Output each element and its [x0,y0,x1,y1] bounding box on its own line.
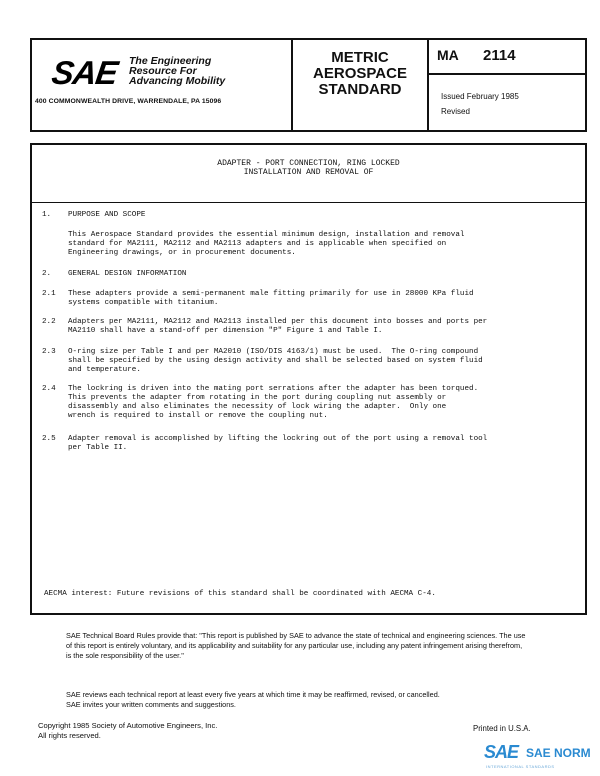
subsection-body: The lockring is driven into the mating port serrations after the adapter has been torqued. This prevents the adapter from rotating in the port during coupling nut assembly or disassembly and also eliminates the necessity of lock wiring the adapter. Only one wrench is required to install or remove the coupling nut. [68,385,479,420]
aecma-note: AECMA interest: Future revisions of this standard shall be coordinated with AECMA C-4. [44,590,436,598]
standard-type [293,50,427,98]
document-header [30,38,587,132]
subsection-body: These adapters provide a semi-permanent male fitting primarily for use in 28000 KPa fluid systems compatible with titanium. [68,290,474,307]
standard-type-line: STANDARD [318,81,402,98]
standard-type-line: AEROSPACE [313,65,407,82]
subsection-number: 2.2 [42,318,56,326]
section-heading: PURPOSE AND SCOPE [68,211,146,219]
copyright [38,721,217,741]
standard-type-line: METRIC [331,49,389,66]
sae-logo: SAE [49,54,120,91]
watermark [484,742,596,772]
document-id-block [427,40,585,130]
subsection-body: Adapter removal is accomplished by lifting the lockring out of the port using a removal tool per Table II. [68,435,488,452]
subsection-body: Adapters per MA2111, MA2112 and MA2113 installed per this document into bosses and ports per MA2110 shall have a stand-off per dimension "P" Figure 1 and Table I. [68,318,488,335]
tagline-line: Advancing Mobility [129,75,226,87]
subsection-body: O-ring size per Table I and per MA2010 (ISO/DIS 4163/1) must be used. The O-ring compound shall be specified by the using design activity and shall be selected based on system fluid and temperature. [68,348,483,374]
watermark-brand: SAE [484,742,519,762]
publisher-block [32,40,289,130]
revised-label: Revised [441,107,470,116]
subsection-number: 2.5 [42,435,56,443]
publisher-tagline [129,56,225,86]
publisher-address: 400 COMMONWEALTH DRIVE, WARRENDALE, PA 15096 [35,98,222,105]
doc-prefix: MA [437,47,459,63]
doc-number: 2114 [483,47,516,64]
document-body [30,143,587,615]
section-number: 1. [42,211,52,219]
subsection-number: 2.3 [42,348,56,356]
issued-date: Issued February 1985 [441,92,519,101]
tagline-line: Resource For [129,65,197,77]
copyright-line: Copyright 1985 Society of Automotive Engineers, Inc. [38,721,218,730]
title-line-2: INSTALLATION AND REMOVAL OF [243,168,374,177]
section-body: This Aerospace Standard provides the essential minimum design, installation and removal standard for MA2111, MA2112 and MA2113 adapters and is applicable when specified on Engineering drawings, or in procurement documents. [68,231,465,257]
section-number: 2. [42,270,52,278]
watermark-subtitle: INTERNATIONAL STANDARDS [486,764,555,769]
board-rules-note: SAE Technical Board Rules provide that: "This report is published by SAE to advance the state of technical and engineering sciences. The use of this report is entirely voluntary, and its applicability and suitability for any particular use, including any patent infringement arising therefrom, is the sole responsibility of the user." [66,631,526,660]
review-note [66,690,526,710]
printed-in: Printed in U.S.A. [473,724,531,733]
divider [427,73,585,75]
title-line-1: ADAPTER - PORT CONNECTION, RING LOCKED [217,159,400,168]
tagline-line: The Engineering [129,55,212,67]
subsection-number: 2.1 [42,290,56,298]
copyright-line: All rights reserved. [38,731,101,740]
review-line: SAE reviews each technical report at least every five years at which time it may be reaffirmed, revised, or cancelled. [66,690,440,699]
review-line: SAE invites your written comments and suggestions. [66,700,236,709]
watermark-name: SAE NORM [526,746,591,760]
subsection-number: 2.4 [42,385,56,393]
document-title [32,145,585,203]
standard-type-block [291,40,429,130]
section-heading: GENERAL DESIGN INFORMATION [68,270,187,278]
